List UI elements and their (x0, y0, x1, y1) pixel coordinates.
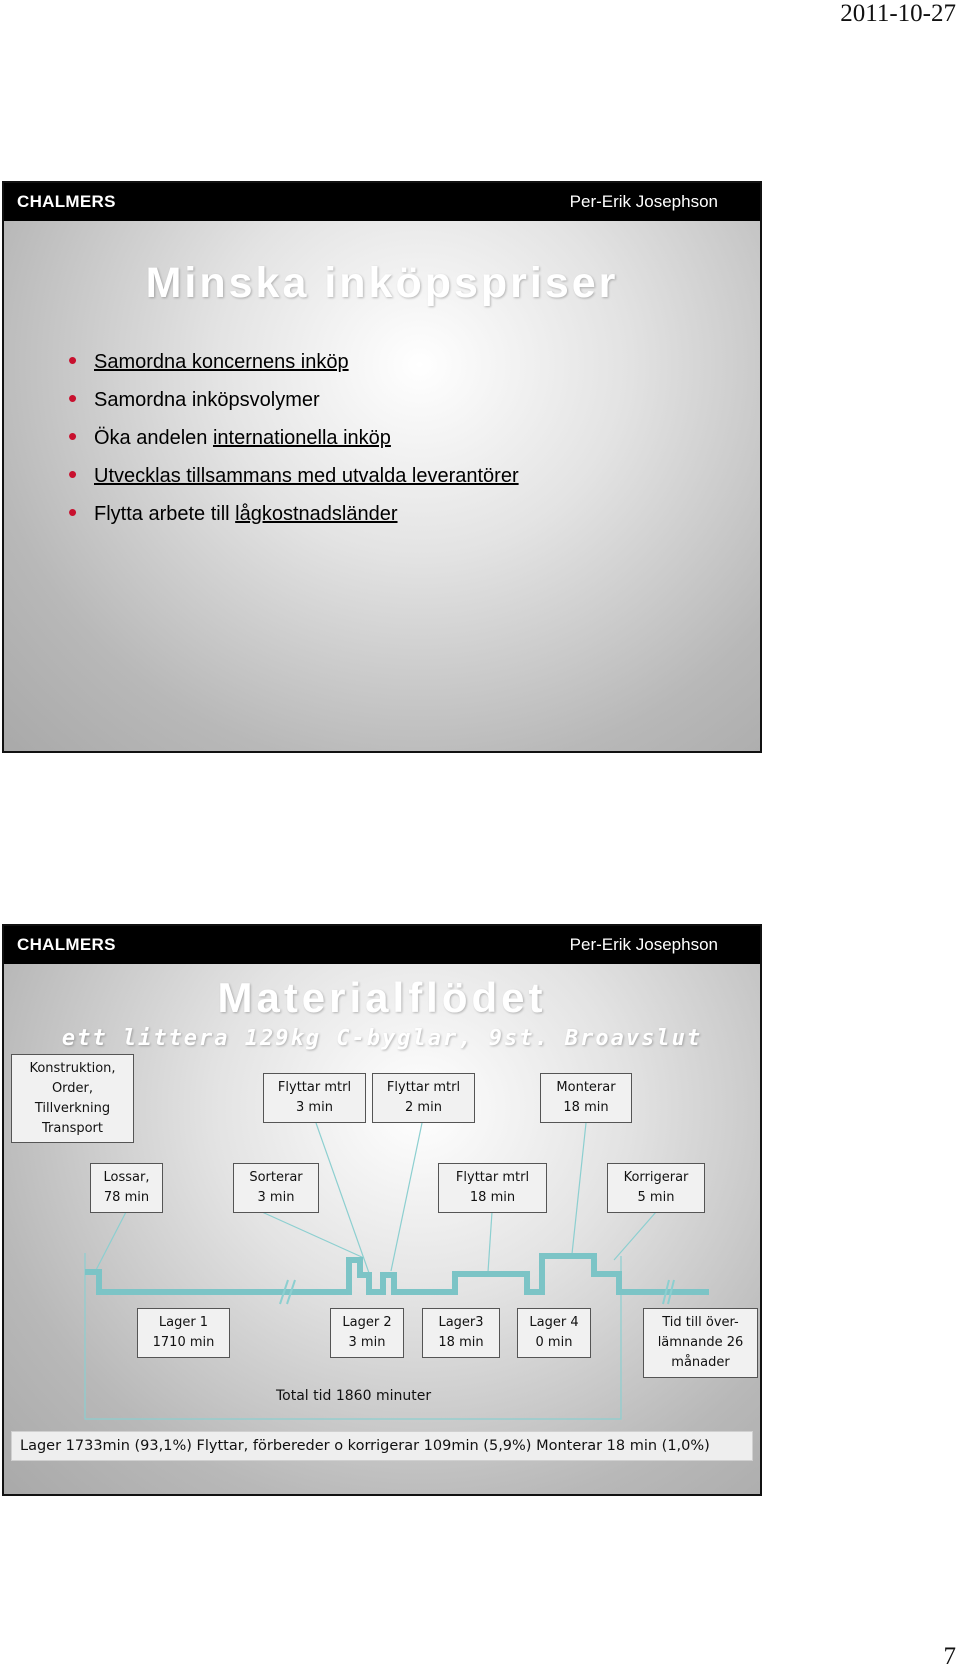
lager-box: Lager 1 1710 min (137, 1308, 230, 1358)
flyttar-mtrl-box: Flyttar mtrl 2 min (372, 1073, 475, 1123)
bullet-link-text: Samordna koncernens inköp (94, 351, 349, 373)
bullet-dot-icon: • (68, 421, 78, 451)
page-date: 2011-10-27 (840, 0, 956, 27)
slide-subtitle: ett littera 129kg C-byglar, 9st. Broavslut (61, 1026, 703, 1051)
bullet-dot-icon: • (68, 497, 78, 527)
connector-line (572, 1123, 586, 1254)
bullet-item (64, 497, 519, 541)
bullet-dot-icon: • (68, 383, 78, 413)
lager-box: Lager3 18 min (422, 1308, 500, 1358)
bullet-link-text: internationella inköp (212, 427, 391, 449)
chalmers-logo: CHALMERS (17, 192, 116, 211)
bullet-item (64, 383, 519, 427)
connector-line (262, 1212, 364, 1258)
connector-line (488, 1212, 492, 1272)
flyttar-mtrl-box: Flyttar mtrl 3 min (263, 1073, 366, 1123)
slide-header (4, 183, 760, 221)
korrigerar-box: Korrigerar 5 min (607, 1163, 705, 1213)
bullet-text: Flytta arbete till (94, 503, 236, 525)
total-time-label: Total tid 1860 minuter (276, 1388, 432, 1404)
slide-title: Minska inköpspriser (145, 259, 619, 307)
timeline-step-line (85, 1256, 709, 1292)
bullet-item (64, 345, 519, 389)
flyttar-mtrl-box: Flyttar mtrl 18 min (438, 1163, 547, 1213)
bullet-text: Samordna inköpsvolymer (94, 389, 320, 411)
connector-line (614, 1212, 656, 1260)
slide-title: Materialflödet (217, 974, 547, 1021)
tid-box: Tid till över- lämnande 26 månader (643, 1308, 758, 1378)
bullet-item (64, 421, 519, 465)
bullet-item (64, 459, 519, 503)
lager-box: Lager 2 3 min (330, 1308, 404, 1358)
lager-box: Lager 4 0 min (517, 1308, 591, 1358)
sorterar-box: Sorterar 3 min (233, 1163, 319, 1213)
bullet-list (64, 345, 519, 541)
author-name: Per-Erik Josephson (569, 192, 718, 211)
connector-line (95, 1212, 126, 1272)
slide-2 (2, 924, 762, 1496)
connector-line (316, 1123, 369, 1273)
slide-1 (2, 181, 762, 753)
konstruktion-box: Konstruktion, Order, Tillverkning Transport (11, 1054, 134, 1143)
monterar-box: Monterar 18 min (540, 1073, 632, 1123)
connector-line (391, 1123, 422, 1271)
chalmers-logo: CHALMERS (17, 935, 116, 954)
connector-lines (85, 1123, 656, 1419)
summary-bar: Lager 1733min (93,1%) Flyttar, förbereder o korrigerar 109min (5,9%) Monterar 18 min (1,0%) (11, 1431, 753, 1461)
bullet-text: Öka andelen (94, 427, 213, 449)
lossar-box: Lossar, 78 min (90, 1163, 163, 1213)
author-name: Per-Erik Josephson (569, 935, 718, 954)
bullet-dot-icon: • (68, 345, 78, 375)
bullet-link-text: lågkostnadsländer (235, 503, 398, 525)
bullet-link-text: Utvecklas tillsammans med utvalda leverantörer (94, 465, 519, 487)
page-number: 7 (943, 1643, 956, 1670)
bullet-dot-icon: • (68, 459, 78, 489)
